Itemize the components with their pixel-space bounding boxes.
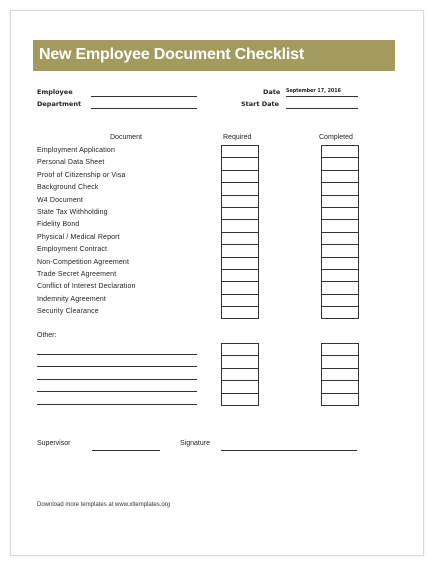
date-value: September 17, 2016 — [286, 89, 341, 94]
required-checkbox-column — [221, 145, 259, 319]
other-entry-line[interactable] — [37, 354, 197, 355]
document-item: State Tax Withholding — [37, 209, 108, 216]
completed-checkbox[interactable] — [322, 394, 358, 406]
signature-field[interactable] — [221, 450, 357, 451]
completed-checkbox[interactable] — [322, 258, 358, 270]
required-checkbox[interactable] — [222, 208, 258, 220]
required-checkbox[interactable] — [222, 183, 258, 195]
document-column-header: Document — [110, 134, 142, 141]
completed-column-header: Completed — [319, 134, 353, 141]
required-checkbox[interactable] — [222, 282, 258, 294]
required-checkbox[interactable] — [222, 381, 258, 393]
employee-field[interactable] — [91, 96, 197, 97]
start-date-label: Start Date — [241, 100, 280, 108]
required-checkbox[interactable] — [222, 270, 258, 282]
page-title: New Employee Document Checklist — [39, 46, 304, 63]
start-date-field[interactable] — [286, 108, 358, 109]
other-entry-line[interactable] — [37, 379, 197, 380]
document-item: Background Check — [37, 184, 99, 192]
required-checkbox[interactable] — [222, 233, 258, 245]
document-item: W4 Document — [37, 196, 83, 204]
document-item: Employment Application — [37, 147, 116, 154]
required-checkbox[interactable] — [222, 295, 258, 307]
required-other-checkbox-column — [221, 343, 259, 406]
required-checkbox[interactable] — [222, 394, 258, 406]
completed-checkbox[interactable] — [322, 245, 358, 257]
document-item: Conflict of Interest Declaration — [37, 283, 136, 291]
signature-label: Signature — [180, 440, 210, 447]
required-checkbox[interactable] — [222, 344, 258, 356]
completed-checkbox[interactable] — [322, 183, 358, 195]
completed-checkbox[interactable] — [322, 356, 358, 368]
department-label: Department — [37, 100, 82, 108]
required-checkbox[interactable] — [222, 369, 258, 381]
other-entry-line[interactable] — [37, 366, 197, 367]
completed-checkbox[interactable] — [322, 233, 358, 245]
other-entry-line[interactable] — [37, 391, 197, 392]
completed-checkbox[interactable] — [322, 196, 358, 208]
required-checkbox[interactable] — [222, 245, 258, 257]
other-entry-line[interactable] — [37, 404, 197, 405]
required-checkbox[interactable] — [222, 258, 258, 270]
document-item: Employment Contract — [37, 246, 108, 254]
document-item: Fidelity Bond — [37, 221, 80, 229]
completed-checkbox[interactable] — [322, 381, 358, 393]
completed-checkbox[interactable] — [322, 220, 358, 232]
document-item: Non-Competition Agreement — [37, 258, 130, 266]
document-item: Trade Secret Agreement — [37, 271, 117, 278]
completed-checkbox[interactable] — [322, 344, 358, 356]
required-checkbox[interactable] — [222, 146, 258, 158]
document-item: Security Clearance — [37, 308, 99, 316]
required-checkbox[interactable] — [222, 356, 258, 368]
document-item: Proof of Citizenship or Visa — [37, 171, 126, 179]
document-item: Personal Data Sheet — [37, 159, 105, 167]
completed-checkbox[interactable] — [322, 307, 358, 319]
required-checkbox[interactable] — [222, 171, 258, 183]
completed-checkbox[interactable] — [322, 369, 358, 381]
title-banner — [33, 40, 395, 71]
supervisor-label: Supervisor — [37, 440, 71, 447]
required-checkbox[interactable] — [222, 307, 258, 319]
date-field[interactable] — [286, 96, 358, 97]
required-checkbox[interactable] — [222, 196, 258, 208]
required-checkbox[interactable] — [222, 158, 258, 170]
date-label: Date — [263, 88, 281, 96]
required-checkbox[interactable] — [222, 220, 258, 232]
required-column-header: Required — [223, 134, 252, 141]
completed-checkbox[interactable] — [322, 282, 358, 294]
completed-checkbox[interactable] — [322, 270, 358, 282]
other-label: Other: — [37, 332, 57, 339]
supervisor-field[interactable] — [92, 450, 160, 451]
completed-checkbox[interactable] — [322, 295, 358, 307]
document-item: Physical / Medical Report — [37, 233, 120, 241]
department-field[interactable] — [91, 108, 197, 109]
document-item: Indemnity Agreement — [37, 295, 106, 303]
completed-checkbox[interactable] — [322, 208, 358, 220]
completed-checkbox[interactable] — [322, 158, 358, 170]
completed-checkbox[interactable] — [322, 171, 358, 183]
employee-label: Employee — [37, 88, 73, 96]
completed-checkbox-column — [321, 145, 359, 319]
completed-other-checkbox-column — [321, 343, 359, 406]
footer-text: Download more templates at www.xltemplates.org — [37, 502, 171, 508]
completed-checkbox[interactable] — [322, 146, 358, 158]
